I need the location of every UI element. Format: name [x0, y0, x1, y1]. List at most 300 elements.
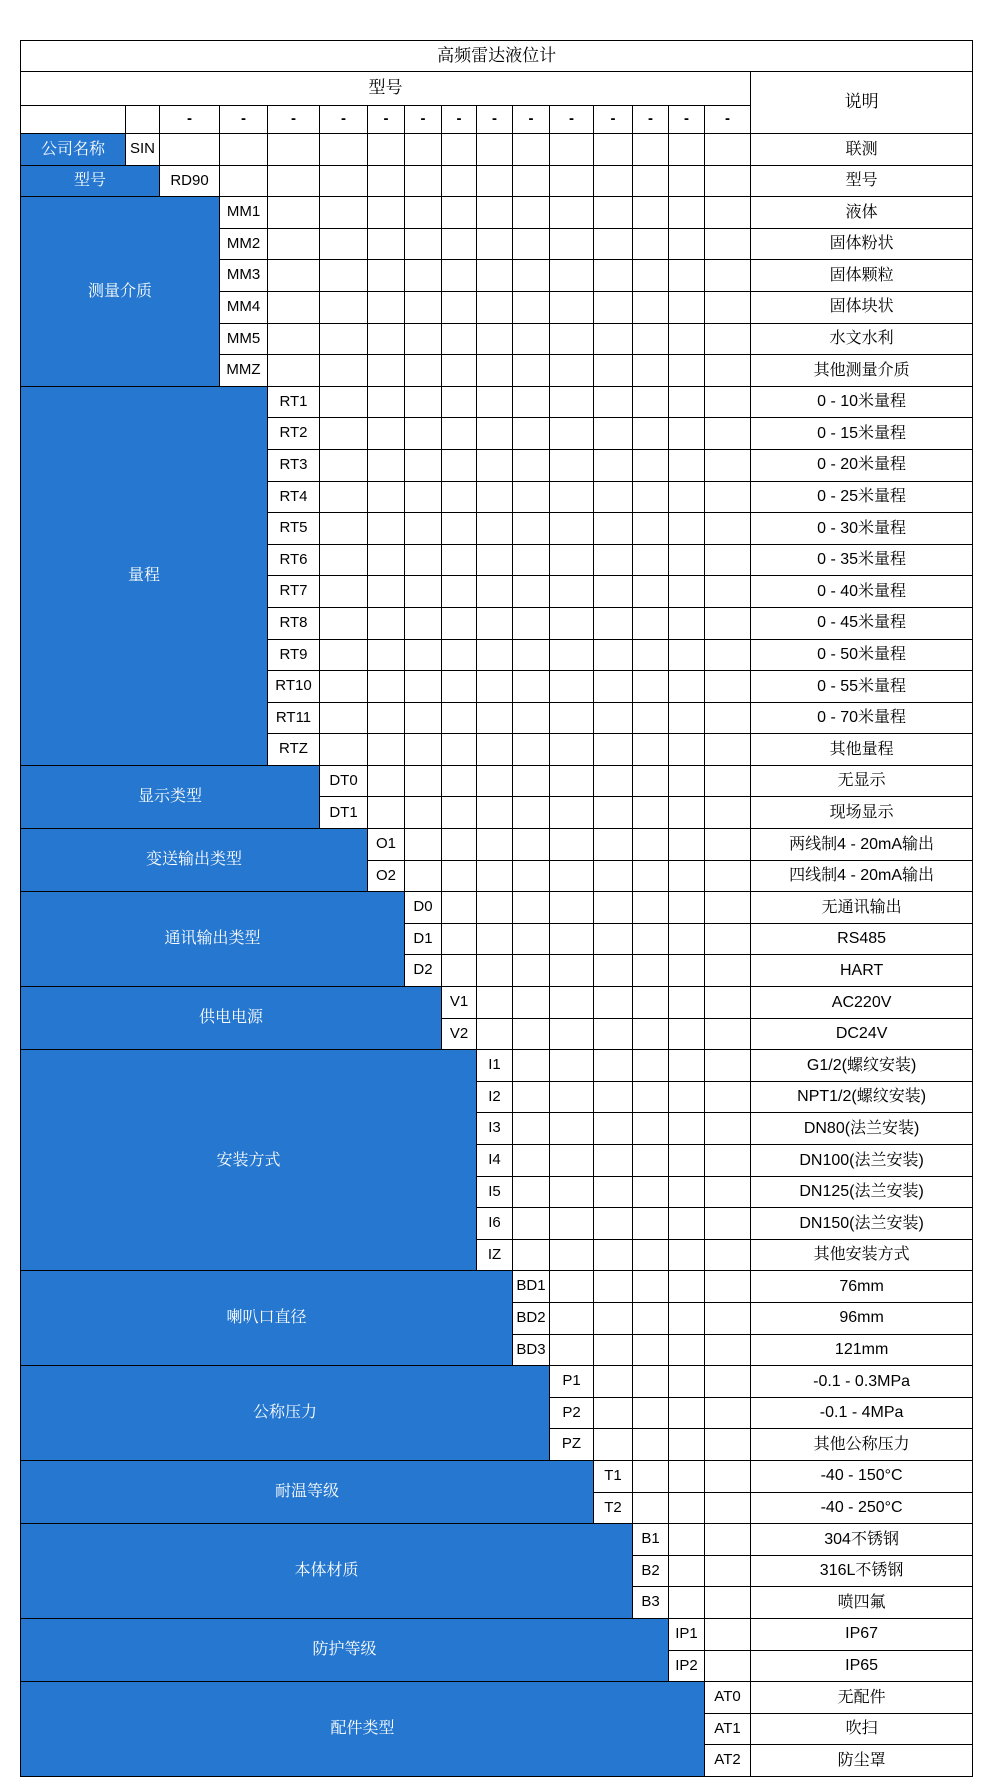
- grid-cell: [368, 765, 405, 797]
- grid-cell: [477, 892, 513, 924]
- grid-cell: [513, 355, 550, 387]
- grid-cell: [594, 1397, 633, 1429]
- grid-cell: [405, 576, 442, 608]
- grid-cell: [513, 1018, 550, 1050]
- grid-cell: [442, 355, 477, 387]
- grid-cell: [633, 987, 669, 1019]
- grid-cell: [633, 1397, 669, 1429]
- grid-cell: [513, 1050, 550, 1082]
- grid-cell: [705, 323, 751, 355]
- category-cell-range: 量程: [21, 386, 268, 765]
- grid-cell: [513, 671, 550, 703]
- grid-cell: [268, 197, 320, 229]
- code-cell-comm-output: D0: [405, 892, 442, 924]
- grid-cell: [633, 1145, 669, 1177]
- table-row: [21, 829, 973, 861]
- grid-cell: [550, 829, 594, 861]
- grid-cell: [669, 386, 705, 418]
- grid-cell: [594, 1018, 633, 1050]
- grid-cell: [368, 291, 405, 323]
- dash-row-empty-cell: [21, 106, 126, 134]
- grid-cell: [513, 702, 550, 734]
- grid-cell: [477, 134, 513, 166]
- desc-cell-body-material: 316L不锈钢: [751, 1555, 973, 1587]
- grid-cell: [405, 481, 442, 513]
- grid-cell: [368, 418, 405, 450]
- desc-cell-pressure: -0.1 - 4MPa: [751, 1397, 973, 1429]
- grid-cell: [220, 134, 268, 166]
- desc-cell-transmit-output: 四线制4 - 20mA输出: [751, 860, 973, 892]
- grid-cell: [594, 1176, 633, 1208]
- grid-cell: [368, 228, 405, 260]
- grid-cell: [405, 544, 442, 576]
- grid-cell: [594, 1271, 633, 1303]
- grid-cell: [477, 228, 513, 260]
- grid-cell: [442, 923, 477, 955]
- grid-cell: [550, 1334, 594, 1366]
- grid-cell: [669, 228, 705, 260]
- grid-cell: [513, 1208, 550, 1240]
- grid-cell: [477, 765, 513, 797]
- grid-cell: [669, 607, 705, 639]
- grid-cell: [513, 1113, 550, 1145]
- grid-cell: [633, 860, 669, 892]
- grid-cell: [477, 260, 513, 292]
- grid-cell: [633, 228, 669, 260]
- grid-cell: [705, 1334, 751, 1366]
- code-cell-pressure: P2: [550, 1397, 594, 1429]
- grid-cell: [705, 544, 751, 576]
- code-cell-install: I4: [477, 1145, 513, 1177]
- code-cell-horn-diameter: BD2: [513, 1302, 550, 1334]
- grid-cell: [633, 544, 669, 576]
- grid-cell: [442, 418, 477, 450]
- grid-cell: [550, 323, 594, 355]
- desc-cell-comm-output: 无通讯输出: [751, 892, 973, 924]
- grid-cell: [550, 797, 594, 829]
- grid-cell: [705, 260, 751, 292]
- grid-cell: [268, 228, 320, 260]
- grid-cell: [405, 228, 442, 260]
- code-cell-model: RD90: [160, 165, 220, 197]
- desc-cell-range: 0 - 40米量程: [751, 576, 973, 608]
- grid-cell: [442, 576, 477, 608]
- grid-cell: [594, 544, 633, 576]
- code-cell-install: I2: [477, 1081, 513, 1113]
- grid-cell: [669, 449, 705, 481]
- grid-cell: [320, 134, 368, 166]
- grid-cell: [442, 513, 477, 545]
- grid-cell: [477, 987, 513, 1019]
- grid-cell: [477, 418, 513, 450]
- table-row: [21, 165, 973, 197]
- grid-cell: [405, 449, 442, 481]
- code-cell-power: V1: [442, 987, 477, 1019]
- grid-cell: [669, 291, 705, 323]
- category-cell-comm-output: 通讯输出类型: [21, 892, 405, 987]
- code-cell-range: RT3: [268, 449, 320, 481]
- grid-cell: [705, 481, 751, 513]
- desc-cell-range: 0 - 30米量程: [751, 513, 973, 545]
- grid-cell: [477, 291, 513, 323]
- dash-cell: -: [477, 106, 513, 134]
- grid-cell: [550, 134, 594, 166]
- code-cell-accessory: AT1: [705, 1713, 751, 1745]
- code-cell-range: RT4: [268, 481, 320, 513]
- code-cell-install: I3: [477, 1113, 513, 1145]
- grid-cell: [477, 449, 513, 481]
- code-cell-body-material: B1: [633, 1524, 669, 1556]
- grid-cell: [477, 481, 513, 513]
- grid-cell: [513, 323, 550, 355]
- grid-cell: [550, 197, 594, 229]
- grid-cell: [550, 1302, 594, 1334]
- code-cell-range: RT8: [268, 607, 320, 639]
- grid-cell: [705, 1208, 751, 1240]
- grid-cell: [705, 228, 751, 260]
- grid-cell: [513, 860, 550, 892]
- grid-cell: [633, 1429, 669, 1461]
- code-cell-install: I6: [477, 1208, 513, 1240]
- grid-cell: [669, 1208, 705, 1240]
- grid-cell: [705, 1018, 751, 1050]
- code-cell-display: DT1: [320, 797, 368, 829]
- desc-cell-medium: 固体粉状: [751, 228, 973, 260]
- grid-cell: [368, 134, 405, 166]
- grid-cell: [705, 1429, 751, 1461]
- grid-cell: [705, 1397, 751, 1429]
- grid-cell: [550, 765, 594, 797]
- desc-cell-horn-diameter: 96mm: [751, 1302, 973, 1334]
- table-row: [21, 1618, 973, 1650]
- category-cell-accessory: 配件类型: [21, 1682, 705, 1777]
- grid-cell: [513, 607, 550, 639]
- grid-cell: [633, 449, 669, 481]
- grid-cell: [705, 1271, 751, 1303]
- grid-cell: [705, 639, 751, 671]
- desc-cell-comm-output: HART: [751, 955, 973, 987]
- grid-cell: [368, 449, 405, 481]
- code-cell-display: DT0: [320, 765, 368, 797]
- grid-cell: [594, 576, 633, 608]
- desc-cell-power: DC24V: [751, 1018, 973, 1050]
- grid-cell: [594, 607, 633, 639]
- grid-cell: [705, 418, 751, 450]
- code-cell-range: RTZ: [268, 734, 320, 766]
- grid-cell: [594, 355, 633, 387]
- grid-cell: [442, 228, 477, 260]
- grid-cell: [368, 355, 405, 387]
- grid-cell: [594, 228, 633, 260]
- desc-cell-pressure: -0.1 - 0.3MPa: [751, 1366, 973, 1398]
- grid-cell: [669, 1145, 705, 1177]
- grid-cell: [442, 291, 477, 323]
- dash-cell: -: [220, 106, 268, 134]
- grid-cell: [442, 797, 477, 829]
- code-cell-install: I5: [477, 1176, 513, 1208]
- grid-cell: [633, 1302, 669, 1334]
- grid-cell: [633, 702, 669, 734]
- desc-cell-protection: IP67: [751, 1618, 973, 1650]
- grid-cell: [442, 197, 477, 229]
- grid-cell: [669, 323, 705, 355]
- table-row: [21, 765, 973, 797]
- grid-cell: [477, 702, 513, 734]
- code-cell-body-material: B3: [633, 1587, 669, 1619]
- code-cell-medium: MMZ: [220, 355, 268, 387]
- grid-cell: [442, 639, 477, 671]
- grid-cell: [669, 513, 705, 545]
- grid-cell: [633, 355, 669, 387]
- grid-cell: [405, 639, 442, 671]
- grid-cell: [705, 1081, 751, 1113]
- dash-cell: -: [669, 106, 705, 134]
- grid-cell: [320, 165, 368, 197]
- grid-cell: [442, 734, 477, 766]
- grid-cell: [594, 639, 633, 671]
- grid-cell: [513, 544, 550, 576]
- grid-cell: [477, 829, 513, 861]
- grid-cell: [442, 892, 477, 924]
- code-cell-pressure: PZ: [550, 1429, 594, 1461]
- dash-cell: -: [320, 106, 368, 134]
- desc-cell-accessory: 无配件: [751, 1682, 973, 1714]
- grid-cell: [594, 892, 633, 924]
- grid-cell: [705, 1524, 751, 1556]
- desc-cell-display: 现场显示: [751, 797, 973, 829]
- grid-cell: [513, 449, 550, 481]
- grid-cell: [550, 386, 594, 418]
- table-body: [21, 134, 973, 1777]
- code-cell-medium: MM2: [220, 228, 268, 260]
- dash-cell: -: [594, 106, 633, 134]
- grid-cell: [477, 607, 513, 639]
- desc-cell-temperature: -40 - 250°C: [751, 1492, 973, 1524]
- desc-cell-accessory: 防尘罩: [751, 1745, 973, 1777]
- grid-cell: [513, 734, 550, 766]
- grid-cell: [550, 671, 594, 703]
- grid-cell: [669, 481, 705, 513]
- grid-cell: [550, 860, 594, 892]
- grid-cell: [477, 734, 513, 766]
- grid-cell: [633, 1113, 669, 1145]
- grid-cell: [633, 1334, 669, 1366]
- code-cell-body-material: B2: [633, 1555, 669, 1587]
- grid-cell: [268, 260, 320, 292]
- grid-cell: [368, 702, 405, 734]
- code-cell-temperature: T2: [594, 1492, 633, 1524]
- desc-cell-medium: 其他测量介质: [751, 355, 973, 387]
- desc-cell-temperature: -40 - 150°C: [751, 1460, 973, 1492]
- grid-cell: [477, 923, 513, 955]
- grid-cell: [550, 291, 594, 323]
- grid-cell: [368, 797, 405, 829]
- grid-cell: [705, 1555, 751, 1587]
- table-row: [21, 197, 973, 229]
- grid-cell: [669, 923, 705, 955]
- grid-cell: [550, 1081, 594, 1113]
- grid-cell: [320, 734, 368, 766]
- grid-cell: [705, 829, 751, 861]
- dash-cell: -: [268, 106, 320, 134]
- grid-cell: [705, 1176, 751, 1208]
- grid-cell: [669, 576, 705, 608]
- desc-cell-range: 0 - 35米量程: [751, 544, 973, 576]
- grid-cell: [550, 418, 594, 450]
- grid-cell: [320, 449, 368, 481]
- category-cell-model: 型号: [21, 165, 160, 197]
- grid-cell: [633, 1460, 669, 1492]
- grid-cell: [320, 702, 368, 734]
- grid-cell: [442, 165, 477, 197]
- grid-cell: [594, 197, 633, 229]
- grid-cell: [368, 197, 405, 229]
- grid-cell: [705, 1492, 751, 1524]
- grid-cell: [550, 228, 594, 260]
- grid-cell: [550, 955, 594, 987]
- grid-cell: [594, 1366, 633, 1398]
- grid-cell: [550, 1208, 594, 1240]
- grid-cell: [268, 323, 320, 355]
- grid-cell: [669, 1555, 705, 1587]
- grid-cell: [669, 1366, 705, 1398]
- grid-cell: [405, 860, 442, 892]
- grid-cell: [368, 513, 405, 545]
- grid-cell: [405, 702, 442, 734]
- grid-cell: [633, 639, 669, 671]
- grid-cell: [513, 134, 550, 166]
- grid-cell: [477, 1018, 513, 1050]
- table-title: 高频雷达液位计: [21, 41, 973, 72]
- grid-cell: [550, 1018, 594, 1050]
- grid-cell: [513, 1145, 550, 1177]
- grid-cell: [550, 576, 594, 608]
- grid-cell: [633, 671, 669, 703]
- desc-cell-range: 0 - 55米量程: [751, 671, 973, 703]
- grid-cell: [705, 734, 751, 766]
- grid-cell: [477, 576, 513, 608]
- grid-cell: [633, 765, 669, 797]
- code-cell-range: RT6: [268, 544, 320, 576]
- grid-cell: [705, 923, 751, 955]
- grid-cell: [368, 323, 405, 355]
- desc-cell-comm-output: RS485: [751, 923, 973, 955]
- grid-cell: [633, 576, 669, 608]
- grid-cell: [705, 860, 751, 892]
- desc-cell-accessory: 吹扫: [751, 1713, 973, 1745]
- grid-cell: [368, 639, 405, 671]
- grid-cell: [442, 829, 477, 861]
- dash-cell: -: [368, 106, 405, 134]
- desc-cell-medium: 水文水利: [751, 323, 973, 355]
- code-cell-comm-output: D1: [405, 923, 442, 955]
- grid-cell: [633, 1176, 669, 1208]
- grid-cell: [550, 165, 594, 197]
- code-cell-protection: IP2: [669, 1650, 705, 1682]
- desc-cell-transmit-output: 两线制4 - 20mA输出: [751, 829, 973, 861]
- grid-cell: [633, 734, 669, 766]
- grid-cell: [368, 671, 405, 703]
- grid-cell: [633, 165, 669, 197]
- desc-cell-range: 0 - 25米量程: [751, 481, 973, 513]
- grid-cell: [633, 197, 669, 229]
- grid-cell: [442, 323, 477, 355]
- grid-cell: [594, 1081, 633, 1113]
- code-cell-install: IZ: [477, 1239, 513, 1271]
- grid-cell: [594, 165, 633, 197]
- grid-cell: [594, 260, 633, 292]
- grid-cell: [550, 734, 594, 766]
- dash-cell: -: [442, 106, 477, 134]
- code-cell-power: V2: [442, 1018, 477, 1050]
- grid-cell: [477, 955, 513, 987]
- grid-cell: [550, 481, 594, 513]
- grid-cell: [320, 607, 368, 639]
- code-cell-range: RT7: [268, 576, 320, 608]
- category-cell-medium: 测量介质: [21, 197, 220, 387]
- desc-cell-install: G1/2(螺纹安装): [751, 1050, 973, 1082]
- code-cell-accessory: AT2: [705, 1745, 751, 1777]
- grid-cell: [594, 702, 633, 734]
- grid-cell: [550, 1239, 594, 1271]
- grid-cell: [550, 355, 594, 387]
- table-row: [21, 987, 973, 1019]
- grid-cell: [513, 639, 550, 671]
- grid-cell: [368, 544, 405, 576]
- code-cell-range: RT9: [268, 639, 320, 671]
- table-row: [21, 1271, 973, 1303]
- grid-cell: [669, 1113, 705, 1145]
- grid-cell: [405, 797, 442, 829]
- category-cell-power: 供电电源: [21, 987, 442, 1050]
- grid-cell: [633, 291, 669, 323]
- grid-cell: [669, 765, 705, 797]
- desc-cell-horn-diameter: 121mm: [751, 1334, 973, 1366]
- grid-cell: [594, 671, 633, 703]
- table-row: [21, 1050, 973, 1082]
- grid-cell: [633, 260, 669, 292]
- grid-cell: [442, 860, 477, 892]
- grid-cell: [705, 134, 751, 166]
- grid-cell: [633, 1239, 669, 1271]
- grid-cell: [405, 734, 442, 766]
- grid-cell: [442, 765, 477, 797]
- dash-row-empty-cell: [126, 106, 160, 134]
- grid-cell: [268, 134, 320, 166]
- grid-cell: [594, 1302, 633, 1334]
- grid-cell: [669, 829, 705, 861]
- code-cell-range: RT1: [268, 386, 320, 418]
- grid-cell: [705, 355, 751, 387]
- grid-cell: [633, 1208, 669, 1240]
- grid-cell: [320, 260, 368, 292]
- grid-cell: [513, 260, 550, 292]
- grid-cell: [594, 765, 633, 797]
- grid-cell: [594, 734, 633, 766]
- grid-cell: [594, 134, 633, 166]
- grid-cell: [513, 228, 550, 260]
- desc-cell-display: 无显示: [751, 765, 973, 797]
- desc-cell-body-material: 喷四氟: [751, 1587, 973, 1619]
- grid-cell: [405, 291, 442, 323]
- grid-cell: [550, 702, 594, 734]
- dash-cell: -: [550, 106, 594, 134]
- desc-cell-medium: 液体: [751, 197, 973, 229]
- grid-cell: [405, 165, 442, 197]
- code-cell-range: RT2: [268, 418, 320, 450]
- code-cell-transmit-output: O2: [368, 860, 405, 892]
- code-cell-company: SIN: [126, 134, 160, 166]
